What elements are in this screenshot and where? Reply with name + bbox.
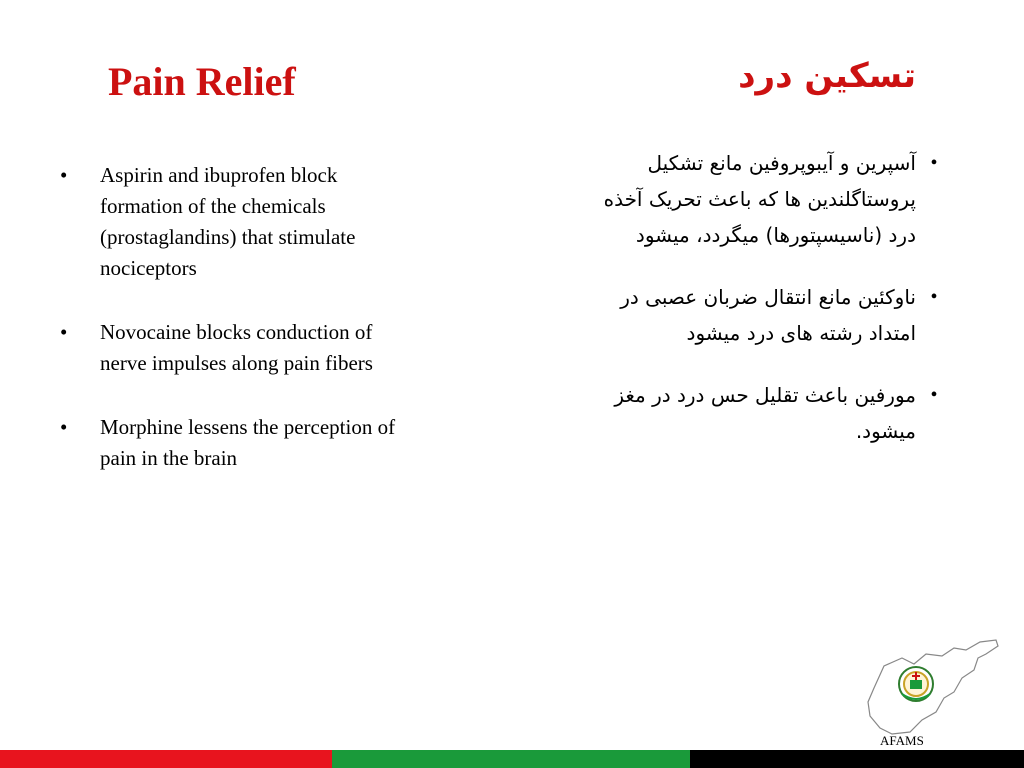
logo-label: AFAMS	[880, 733, 924, 748]
english-bullet-list	[60, 160, 400, 507]
bullet-text: Novocaine blocks conduction of nerve impulses along pain fibers	[100, 320, 373, 375]
bullet-marker: •	[930, 384, 938, 406]
footer-stripe-black	[690, 750, 1024, 768]
english-bullet-item	[60, 317, 400, 379]
bullet-marker: •	[60, 415, 68, 439]
afghanistan-map-icon	[862, 636, 1002, 744]
slide-title-english: Pain Relief	[108, 59, 296, 104]
bullet-marker: •	[60, 163, 68, 187]
bullet-text: آسپرین و آیبوپروفین مانع تشکیل پروستاگلندین ها که باعث تحریک آخذه درد (ناسیسپتورها) میگردد، میشود	[603, 151, 916, 247]
bullet-text: Aspirin and ibuprofen block formation of the chemicals (prostaglandins) that stimulate nociceptors	[100, 163, 356, 280]
persian-bullet-item	[572, 145, 952, 253]
footer-stripe-green	[332, 750, 690, 768]
persian-bullet-item	[572, 279, 952, 351]
english-bullet-item	[60, 412, 400, 474]
bullet-text: ناوکئین مانع انتقال ضربان عصبی در امتداد رشته های درد میشود	[620, 285, 916, 345]
bullet-text: مورفین باعث تقلیل حس درد در مغز میشود.	[614, 383, 916, 443]
bullet-marker: •	[930, 286, 938, 308]
slide-title-persian: تسکین درد	[738, 56, 916, 96]
bullet-text: Morphine lessens the perception of pain in the brain	[100, 415, 396, 470]
english-bullet-item	[60, 160, 400, 284]
seal-book	[910, 680, 922, 689]
footer-stripe-red	[0, 750, 332, 768]
persian-bullet-item	[572, 377, 952, 449]
persian-bullet-list	[572, 145, 952, 475]
afghanistan-map-logo	[862, 636, 1002, 744]
bullet-marker: •	[60, 320, 68, 344]
bullet-marker: •	[930, 152, 938, 174]
